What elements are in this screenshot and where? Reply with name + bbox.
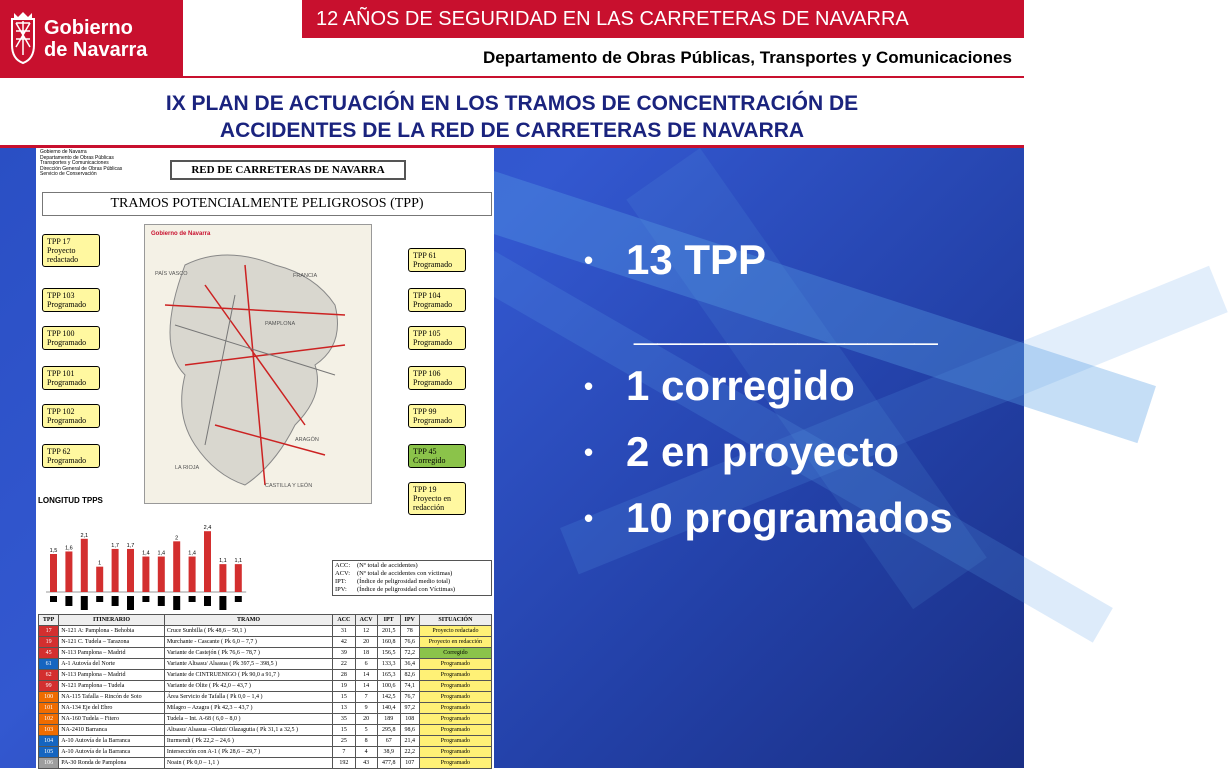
tpp-callout	[408, 288, 466, 312]
table-cell: 12	[355, 626, 377, 637]
table-cell: A-10 Autovía de la Barranca	[59, 736, 165, 747]
table-header-cell: ITINERARIO	[59, 615, 165, 626]
table-cell: NA-115 Tafalla – Rincón de Soto	[59, 692, 165, 703]
table-cell: 295,8	[377, 725, 400, 736]
table-cell: 17	[39, 626, 59, 637]
table-cell: 19	[39, 637, 59, 648]
table-header-cell: IPT	[377, 615, 400, 626]
chart-data-label: 1,7	[111, 542, 119, 549]
map-region-label: CASTILLA Y LEÓN	[265, 483, 313, 489]
table-cell: 43	[355, 758, 377, 769]
callout-status: Programado	[413, 416, 453, 425]
callout-status: Programado	[47, 378, 87, 387]
map-drawing	[145, 225, 371, 503]
table-cell: Programado	[419, 692, 491, 703]
table-cell: Proyecto en redacción	[419, 637, 491, 648]
table-header-row	[39, 615, 492, 626]
tpp-callout	[408, 366, 466, 390]
tpp-callout	[42, 444, 100, 468]
table-cell: 192	[333, 758, 355, 769]
table-cell: 108	[400, 714, 419, 725]
table-cell: 20	[355, 637, 377, 648]
table-row	[39, 714, 492, 725]
table-cell: 15	[333, 725, 355, 736]
chart-data-label: 1,4	[188, 550, 196, 557]
table-cell: 74,1	[400, 681, 419, 692]
table-cell: Altsasu/ Alsasua –Olatzi/ Olazagutia ( Pk 31,1 a 32,5 )	[164, 725, 332, 736]
tpp-length-chart	[36, 508, 243, 616]
tpp-callout	[408, 444, 466, 468]
table-header-cell: SITUACIÓN	[419, 615, 491, 626]
callout-id: TPP 61	[413, 251, 437, 260]
table-row	[39, 758, 492, 769]
legend-desc: (Índice de peligrosidad medio total)	[357, 578, 451, 585]
callout-status: Programado	[413, 300, 453, 309]
table-cell: NA-160 Tudela – Fitero	[59, 714, 165, 725]
tpp-callout	[408, 326, 466, 350]
table-cell: 82,6	[400, 670, 419, 681]
map-region-label: ARAGÓN	[295, 437, 319, 443]
table-row	[39, 736, 492, 747]
table-cell: N-121 C. Tudela – Tarazona	[59, 637, 165, 648]
chart-bar-shadow	[219, 596, 226, 610]
tpp-callout	[408, 404, 466, 428]
department-name: Departamento de Obras Públicas, Transportes y Comunicaciones	[482, 48, 1012, 67]
doc-org-lines	[40, 150, 122, 178]
callout-id: TPP 101	[47, 369, 75, 378]
table-cell: 9	[355, 703, 377, 714]
chart-bar	[189, 557, 196, 592]
table-cell: Corregido	[419, 648, 491, 659]
table-cell: 15	[333, 692, 355, 703]
table-cell: 7	[333, 747, 355, 758]
table-cell: PA-30 Ronda de Pamplona	[59, 758, 165, 769]
table-cell: 21,4	[400, 736, 419, 747]
table-cell: N-121 A: Pamplona - Behobia	[59, 626, 165, 637]
callout-id: TPP 17	[47, 237, 71, 246]
map-region-label: LA RIOJA	[175, 465, 200, 471]
table-header-cell: IPV	[400, 615, 419, 626]
table-row	[39, 747, 492, 758]
table-cell: 201,5	[377, 626, 400, 637]
table-body	[39, 626, 492, 769]
table-cell: 28	[333, 670, 355, 681]
table-cell: 62	[39, 670, 59, 681]
chart-bar-shadow	[204, 596, 211, 606]
table-cell: 133,3	[377, 659, 400, 670]
map-region-label: PAÍS VASCO	[155, 271, 188, 277]
chart-bar	[127, 549, 134, 592]
table-cell: 45	[39, 648, 59, 659]
legend-row	[335, 578, 489, 586]
chart-bar-shadow	[127, 596, 134, 610]
table-cell: 6	[355, 659, 377, 670]
table-cell: 76,7	[400, 692, 419, 703]
table-cell: 477,8	[377, 758, 400, 769]
table-cell: 42	[333, 637, 355, 648]
chart-bar-shadow	[235, 596, 242, 602]
callout-status: Programado	[47, 456, 87, 465]
org-line: Servicio de Conservación	[40, 171, 97, 177]
table-cell: Programado	[419, 714, 491, 725]
subtitle-line1: IX PLAN DE ACTUACIÓN EN LOS TRAMOS DE CONCENTRACIÓN DE	[165, 92, 859, 115]
callout-status: Corregido	[413, 456, 446, 465]
chart-bar	[204, 531, 211, 592]
table-cell: 189	[377, 714, 400, 725]
tpp-callout	[408, 248, 466, 272]
legend-abbr: ACC:	[335, 562, 351, 569]
tpp-callout	[42, 404, 100, 428]
table-cell: 67	[377, 736, 400, 747]
table-cell: 76,6	[400, 637, 419, 648]
table-row	[39, 681, 492, 692]
table-cell: 107	[400, 758, 419, 769]
table-cell: 39	[333, 648, 355, 659]
map-region-label: PAMPLONA	[265, 321, 296, 327]
table-cell: Variante Altsasu/ Alsasua ( Pk 397,5 – 398,5 )	[164, 659, 332, 670]
table-cell: Programado	[419, 758, 491, 769]
table-cell: 31	[333, 626, 355, 637]
callout-status: Programado	[47, 300, 87, 309]
table-cell: 103	[39, 725, 59, 736]
doc-title-big: TRAMOS POTENCIALMENTE PELIGROSOS (TPP)	[42, 192, 492, 216]
chart-title: LONGITUD TPPS	[38, 496, 103, 505]
table-cell: Programado	[419, 703, 491, 714]
callout-status: Proyecto redactado	[47, 246, 79, 264]
callout-status: Programado	[413, 338, 453, 347]
callout-status: Programado	[413, 260, 453, 269]
table-cell: NA-2410 Barranca	[59, 725, 165, 736]
table-cell: 35	[333, 714, 355, 725]
table-row	[39, 670, 492, 681]
chart-bar	[65, 551, 72, 592]
table-header-cell: TRAMO	[164, 615, 332, 626]
table-cell: Programado	[419, 736, 491, 747]
doc-title-small: RED DE CARRETERAS DE NAVARRA	[170, 160, 406, 180]
legend-abbr: ACV:	[335, 570, 351, 577]
table-cell: Programado	[419, 725, 491, 736]
table-cell: Noain ( Pk 0,0 – 1,1 )	[164, 758, 332, 769]
callout-id: TPP 100	[47, 329, 75, 338]
banner	[302, 0, 1024, 38]
callout-status: Programado	[47, 416, 87, 425]
abbreviation-legend	[332, 560, 492, 596]
chart-bar	[173, 541, 180, 592]
logo-text-line2: de Navarra	[44, 39, 148, 61]
legend-row	[335, 562, 489, 570]
table-cell: 20	[355, 714, 377, 725]
chart-bar-shadow	[142, 596, 149, 602]
table-cell: Área Servicio de Tafalla ( Pk 0,0 – 1,4 )	[164, 692, 332, 703]
chart-bar	[96, 567, 103, 592]
table-cell: 25	[333, 736, 355, 747]
chart-data-label: 2	[175, 535, 179, 542]
callout-id: TPP 106	[413, 369, 441, 378]
table-cell: Programado	[419, 681, 491, 692]
table-cell: 36,4	[400, 659, 419, 670]
org-line: Departamento de Obras Públicas	[40, 154, 114, 161]
callout-status: Programado	[47, 338, 87, 347]
table-cell: 104	[39, 736, 59, 747]
table-cell: 5	[355, 725, 377, 736]
table-cell: 105	[39, 747, 59, 758]
table-header-cell: TPP	[39, 615, 59, 626]
chart-data-label: 2,4	[203, 525, 212, 532]
chart-bar-shadow	[65, 596, 72, 606]
table-cell: 160,8	[377, 637, 400, 648]
table-row	[39, 703, 492, 714]
chart-bar	[112, 549, 119, 592]
chart-bar-shadow	[50, 596, 57, 602]
table-cell: Iturmendi ( Pk 22,2 – 24,6 )	[164, 736, 332, 747]
coat-of-arms-icon	[8, 9, 38, 67]
table-cell: Programado	[419, 670, 491, 681]
table-cell: 99	[39, 681, 59, 692]
table-cell: Proyecto redactado	[419, 626, 491, 637]
callout-id: TPP 45	[413, 447, 437, 456]
map	[144, 224, 372, 504]
table-cell: 4	[355, 747, 377, 758]
table-row	[39, 637, 492, 648]
legend-desc: (Nº total de accidentes)	[357, 562, 418, 569]
chart-data-label: 1,4	[157, 550, 166, 557]
chart-bar	[81, 539, 88, 592]
chart-data-label: 1,1	[219, 558, 227, 565]
table-row	[39, 692, 492, 703]
chart-data-label: 1,5	[49, 548, 58, 554]
chart-data-label: 1,6	[65, 545, 73, 552]
chart-bar	[158, 557, 165, 592]
chart-bar-shadow	[158, 596, 165, 606]
legend-row	[335, 570, 489, 578]
table-cell: Variante de Olite ( Pk 42,0 – 43,7 )	[164, 681, 332, 692]
chart-bar	[142, 557, 149, 592]
table-cell: 100	[39, 692, 59, 703]
table-cell: N-113 Pamplona – Madrid	[59, 670, 165, 681]
map-region-label: FRANCIA	[293, 273, 318, 279]
table-cell: 140,4	[377, 703, 400, 714]
legend-row	[335, 586, 489, 594]
chart-bar	[50, 554, 57, 592]
table-cell: N-113 Pamplona – Madrid	[59, 648, 165, 659]
table-header-cell: ACV	[355, 615, 377, 626]
tpp-callout	[408, 482, 466, 515]
callout-id: TPP 99	[413, 407, 437, 416]
table-cell: A-1 Autovía del Norte	[59, 659, 165, 670]
chart-data-label: 1,7	[126, 542, 135, 549]
tpp-callout	[42, 234, 100, 267]
table-cell: Tudela – Int. A-68 ( 6,0 – 8,0 )	[164, 714, 332, 725]
chart-bar-shadow	[189, 596, 196, 602]
table-cell: 142,5	[377, 692, 400, 703]
table-cell: 102	[39, 714, 59, 725]
table-cell: Milagro – Azagra ( Pk 42,3 – 43,7 )	[164, 703, 332, 714]
tpp-callout	[42, 366, 100, 390]
table-cell: Murchante - Cascante ( Pk 6,0 – 7,7 )	[164, 637, 332, 648]
table-cell: 22	[333, 659, 355, 670]
table-cell: 18	[355, 648, 377, 659]
legend-abbr: IPT:	[335, 578, 347, 585]
table-cell: Variante de CINTRUENIGO ( Pk 90,0 a 91,7 )	[164, 670, 332, 681]
table-cell: 165,3	[377, 670, 400, 681]
header	[0, 0, 1024, 76]
map-logo: Gobierno de Navarra	[151, 231, 211, 237]
chart-bar	[219, 564, 226, 592]
table-cell: Variante de Castejón ( Pk 76,6 – 78,7 )	[164, 648, 332, 659]
table-row	[39, 648, 492, 659]
callout-id: TPP 105	[413, 329, 441, 338]
table-cell: 19	[333, 681, 355, 692]
banner-text: 12 AÑOS DE SEGURIDAD EN LAS CARRETERAS DE NAVARRA	[316, 8, 909, 30]
chart-data-label: 1,4	[142, 550, 150, 557]
logo-text-line1: Gobierno	[44, 17, 133, 39]
table-row	[39, 659, 492, 670]
table-cell: 22,2	[400, 747, 419, 758]
org-line: Transportes y Comunicaciones	[40, 160, 109, 166]
subtitle-line2: ACCIDENTES DE LA RED DE CARRETERAS DE NAVARRA	[219, 119, 805, 142]
callout-status: Programado	[413, 378, 453, 387]
table-cell: 13	[333, 703, 355, 714]
legend-desc: (Nº total de accidentes con víctimas)	[357, 570, 453, 577]
tpp-callout	[42, 326, 100, 350]
table-cell: NA-134 Eje del Ebro	[59, 703, 165, 714]
table-cell: A-10 Autovía de la Barranca	[59, 747, 165, 758]
table-cell: 7	[355, 692, 377, 703]
embedded-document	[36, 148, 494, 768]
table-cell: 14	[355, 670, 377, 681]
legend-desc: (Índice de peligrosidad con Víctimas)	[357, 586, 456, 593]
callout-id: TPP 104	[413, 291, 441, 300]
tpp-callout	[42, 288, 100, 312]
table-cell: Programado	[419, 659, 491, 670]
table-cell: 106	[39, 758, 59, 769]
callout-id: TPP 62	[47, 447, 71, 456]
tpp-table	[38, 614, 492, 769]
slide-subtitle	[0, 76, 1024, 148]
callout-id: TPP 102	[47, 407, 75, 416]
org-line: Dirección General de Obras Públicas	[40, 165, 123, 172]
callout-status: Proyecto en redacción	[413, 494, 451, 512]
table-cell: 101	[39, 703, 59, 714]
table-row	[39, 725, 492, 736]
table-cell: 8	[355, 736, 377, 747]
callout-id: TPP 103	[47, 291, 75, 300]
table-cell: Cruce Sunbilla ( Pk 48,6 – 50,1 )	[164, 626, 332, 637]
table-cell: Programado	[419, 747, 491, 758]
table-cell: 98,6	[400, 725, 419, 736]
table-cell: 97,2	[400, 703, 419, 714]
chart-bar-shadow	[173, 596, 180, 610]
table-cell: 78	[400, 626, 419, 637]
chart-bar	[235, 564, 242, 592]
chart-data-label: 2,1	[80, 532, 89, 539]
org-line: Gobierno de Navarra	[40, 149, 87, 155]
legend-abbr: IPV:	[335, 586, 347, 593]
chart-bar-shadow	[112, 596, 119, 606]
chart-data-label: 1	[98, 560, 102, 567]
table-row	[39, 626, 492, 637]
table-cell: 38,9	[377, 747, 400, 758]
table-cell: 61	[39, 659, 59, 670]
table-cell: 72,2	[400, 648, 419, 659]
table-cell: Intersección con A-1 ( Pk 28,6 – 29,7 )	[164, 747, 332, 758]
table-cell: N-121 Pamplona – Tudela	[59, 681, 165, 692]
chart-bar-shadow	[81, 596, 88, 610]
table-cell: 156,5	[377, 648, 400, 659]
table-cell: 14	[355, 681, 377, 692]
chart-bar-shadow	[96, 596, 103, 602]
gobierno-navarra-logo	[0, 0, 183, 76]
table-cell: 100,6	[377, 681, 400, 692]
callout-id: TPP 19	[413, 485, 437, 494]
chart-data-label: 1,1	[234, 558, 243, 565]
table-header-cell: ACC	[333, 615, 355, 626]
